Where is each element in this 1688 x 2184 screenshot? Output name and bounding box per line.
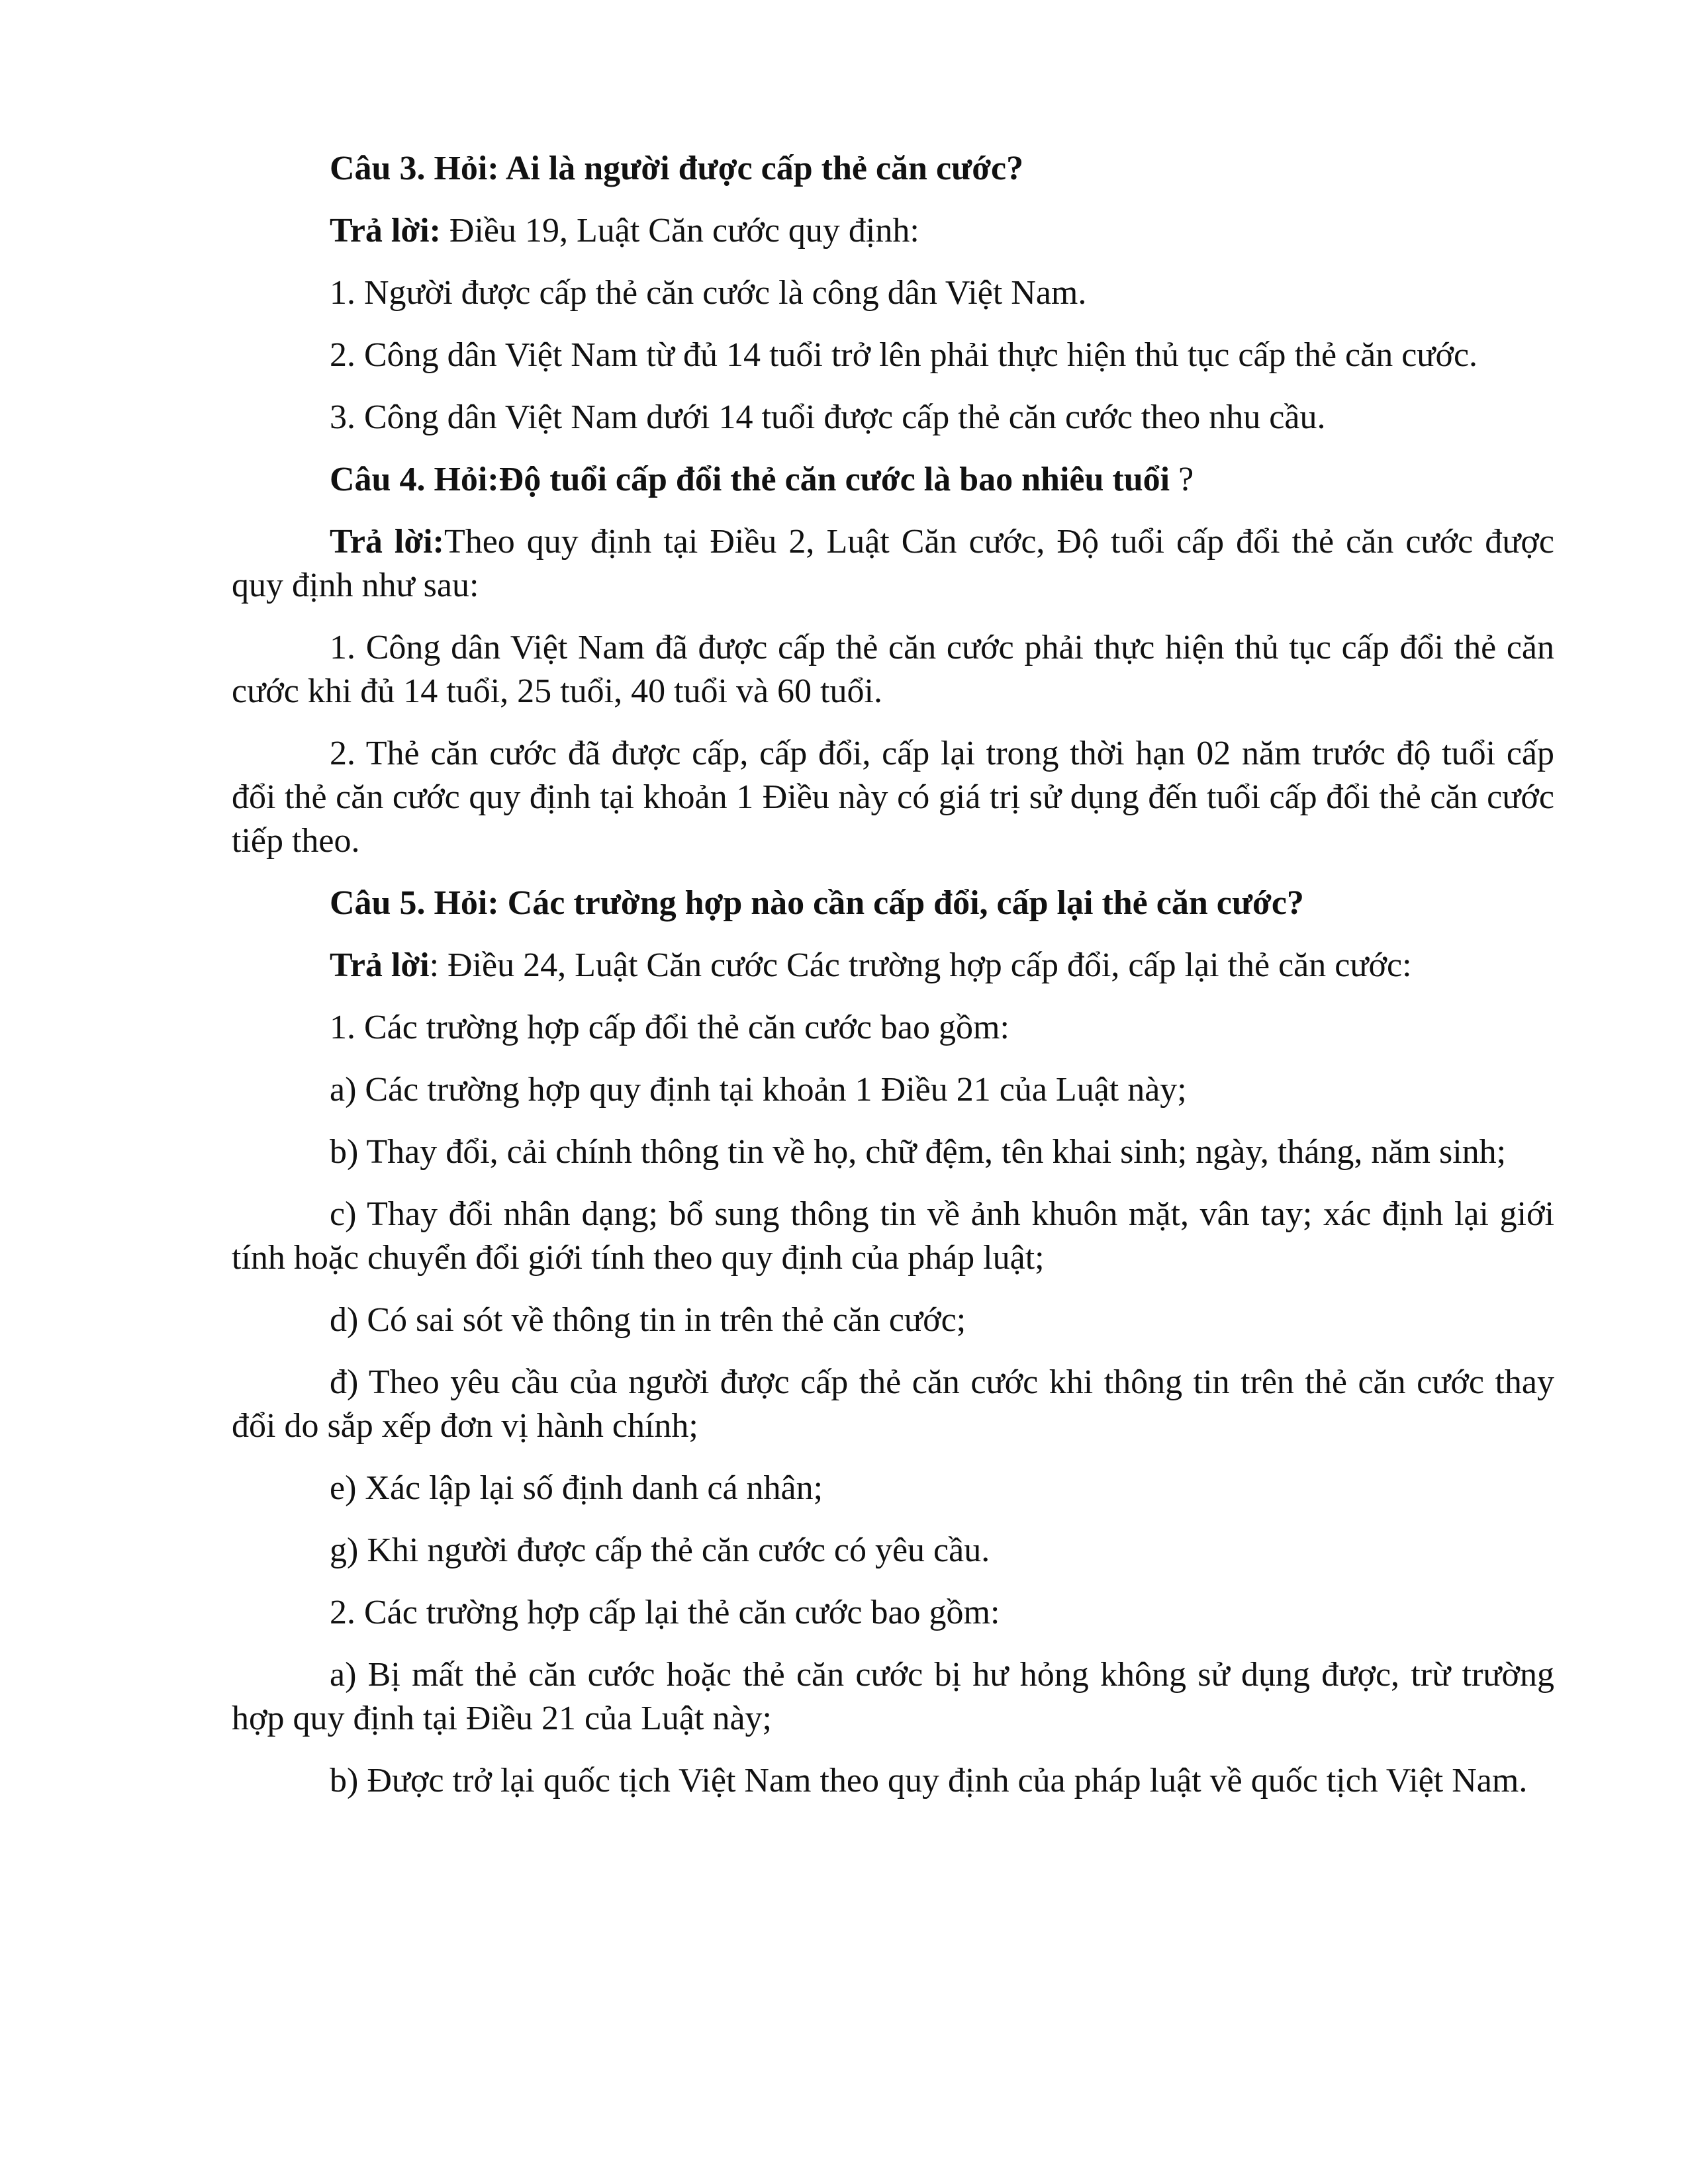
question-tail: ? xyxy=(1170,461,1194,498)
answer-label: Trả lời xyxy=(330,946,430,984)
answer-text: Điều 19, Luật Căn cước quy định: xyxy=(440,212,919,250)
list-item: 1. Các trường hợp cấp đổi thẻ căn cước bao gồm: xyxy=(330,1009,1009,1046)
answer-text: : Điều 24, Luật Căn cước Các trường hợp cấp đổi, cấp lại thẻ căn cước: xyxy=(429,946,1412,984)
list-item: 1. Công dân Việt Nam đã được cấp thẻ căn cước phải thực hiện thủ tục cấp đổi thẻ căn cước khi đủ 14 tuổi, 25 tuổi, 40 tuổi và 60 tuổi. xyxy=(232,629,1554,710)
answer-label: Trả lời: xyxy=(330,523,444,561)
list-item: 1. Người được cấp thẻ căn cước là công dân Việt Nam. xyxy=(330,274,1087,312)
list-item: e) Xác lập lại số định danh cá nhân; xyxy=(330,1469,823,1507)
list-item: 2. Công dân Việt Nam từ đủ 14 tuổi trở lên phải thực hiện thủ tục cấp thẻ căn cước. xyxy=(330,336,1478,374)
answer-label: Trả lời: xyxy=(330,212,441,250)
question-text: Câu 4. Hỏi:Độ tuổi cấp đổi thẻ căn cước là bao nhiêu tuổi xyxy=(330,461,1170,498)
list-item: a) Bị mất thẻ căn cước hoặc thẻ căn cước bị hư hỏng không sử dụng được, trừ trường hợp quy định tại Điều 21 của Luật này; xyxy=(232,1656,1554,1737)
question-4-answer xyxy=(232,520,1554,608)
list-item: 2. Thẻ căn cước đã được cấp, cấp đổi, cấp lại trong thời hạn 02 năm trước độ tuổi cấp đổi thẻ căn cước quy định tại khoản 1 Điều này có giá trị sử dụng đến tuổi cấp đổi thẻ căn cước tiếp theo. xyxy=(232,735,1554,860)
question-3-heading: Câu 3. Hỏi: Ai là người được cấp thẻ căn cước? xyxy=(330,150,1024,187)
document-page xyxy=(232,147,1554,1803)
question-3-answer xyxy=(232,209,1554,253)
list-item: c) Thay đổi nhân dạng; bổ sung thông tin về ảnh khuôn mặt, vân tay; xác định lại giới tính hoặc chuyển đổi giới tính theo quy định của pháp luật; xyxy=(232,1195,1554,1277)
list-item: b) Thay đổi, cải chính thông tin về họ, chữ đệm, tên khai sinh; ngày, tháng, năm sinh; xyxy=(330,1133,1507,1171)
question-5-heading: Câu 5. Hỏi: Các trường hợp nào cần cấp đổi, cấp lại thẻ căn cước? xyxy=(330,884,1304,922)
list-item: b) Được trở lại quốc tịch Việt Nam theo quy định của pháp luật về quốc tịch Việt Nam. xyxy=(330,1762,1528,1799)
list-item: 2. Các trường hợp cấp lại thẻ căn cước bao gồm: xyxy=(330,1594,1000,1631)
answer-text: Theo quy định tại Điều 2, Luật Căn cước, Độ tuổi cấp đổi thẻ căn cước được quy định như sau: xyxy=(232,523,1554,604)
list-item: d) Có sai sót về thông tin in trên thẻ căn cước; xyxy=(330,1301,966,1339)
list-item: g) Khi người được cấp thẻ căn cước có yêu cầu. xyxy=(330,1531,990,1569)
list-item: 3. Công dân Việt Nam dưới 14 tuổi được cấp thẻ căn cước theo nhu cầu. xyxy=(330,398,1326,436)
list-item: a) Các trường hợp quy định tại khoản 1 Điều 21 của Luật này; xyxy=(330,1071,1187,1109)
list-item: đ) Theo yêu cầu của người được cấp thẻ căn cước khi thông tin trên thẻ căn cước thay đổi do sắp xếp đơn vị hành chính; xyxy=(232,1363,1554,1445)
question-5-answer xyxy=(232,944,1554,987)
question-4-heading xyxy=(232,458,1554,502)
